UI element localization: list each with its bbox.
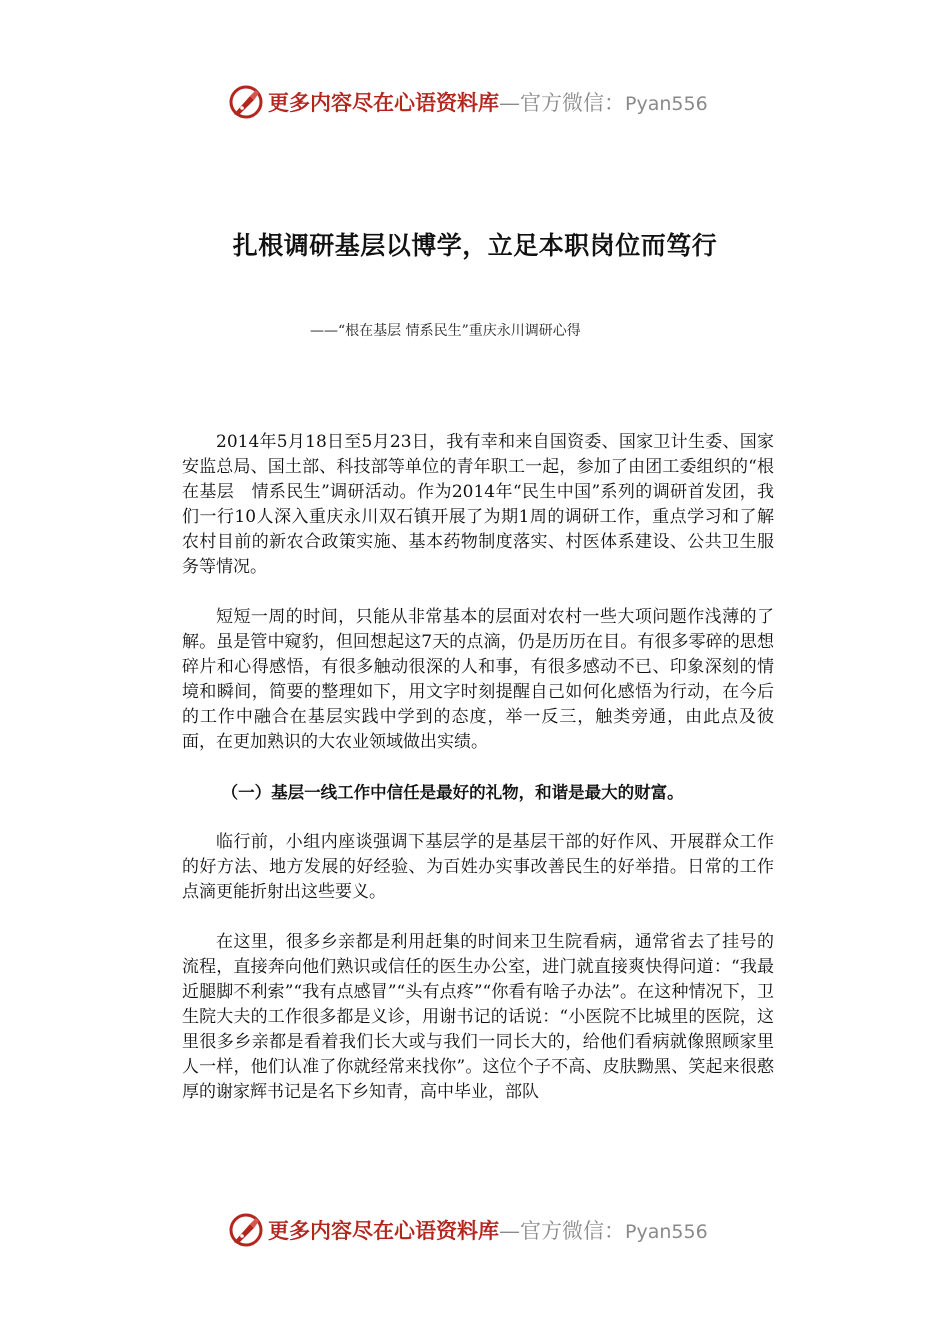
watermark-banner-bottom (228, 1210, 748, 1250)
body-paragraph: 临行前，小组内座谈强调下基层学的是基层干部的好作风、开展群众工作的好方法、地方发展的好经验、为百姓办实事改善民生的好举措。日常的工作点滴更能折射出这些要义。 (182, 832, 774, 902)
banner-text (268, 1215, 708, 1245)
banner-wechat-id: Pyan556 (625, 1221, 708, 1243)
body-paragraph: 在这里，很多乡亲都是利用赶集的时间来卫生院看病，通常省去了挂号的流程，直接奔向他们熟识或信任的医生办公室，进门就直接爽快得问道：“我最近腿脚不利索”“我有点感冒”“头有点疼”“你看有啥子办法”。在这种情况下，卫生院大夫的工作很多都是义诊，用谢书记的话说：“小医院不比城里的医院，这里很多乡亲都是看着我们长大或与我们一同长大的，给他们看病就像照顾家里人一样，他们认准了你就经常来找你”。这位个子不高、皮肤黝黑、笑起来很憨厚的谢家辉书记是名下乡知青，高中毕业，部队 (182, 932, 774, 1102)
pen-nib-logo-icon (228, 1212, 264, 1248)
banner-official-label: 官方微信： (520, 1219, 625, 1243)
body-paragraph: 2014年5月18日至5月23日，我有幸和来自国资委、国家卫计生委、国家安监总局、国土部、科技部等单位的青年职工一起，参加了由团工委组织的“根在基层 情系民生”调研活动。作为2014年“民生中国”系列的调研首发团，我们一行10人深入重庆永川双石镇开展了为期1周的调研工作，重点学习和了解农村目前的新农合政策实施、基本药物制度落实、村医体系建设、公共卫生服务等情况。 (182, 432, 774, 577)
pen-nib-logo-icon (228, 84, 264, 120)
banner-separator: — (499, 1219, 520, 1243)
banner-official-label: 官方微信： (520, 91, 625, 115)
banner-separator: — (499, 91, 520, 115)
banner-brand-text: 更多内容尽在心语资料库 (268, 1218, 499, 1243)
body-paragraph: 短短一周的时间，只能从非常基本的层面对农村一些大项问题作浅薄的了解。虽是管中窥豹，但回想起这7天的点滴，仍是历历在目。有很多零碎的思想碎片和心得感悟，有很多触动很深的人和事，有很多感动不已、印象深刻的情境和瞬间，简要的整理如下，用文字时刻提醒自己如何化感悟为行动，在今后的工作中融合在基层实践中学到的态度，举一反三，触类旁通，由此点及彼面，在更加熟识的大农业领域做出实绩。 (182, 607, 774, 752)
banner-text (268, 87, 708, 117)
section-heading: （一）基层一线工作中信任是最好的礼物，和谐是最大的财富。 (221, 783, 684, 802)
document-title: 扎根调研基层以博学，立足本职岗位而笃行 (232, 231, 718, 260)
document-body (182, 430, 774, 1130)
watermark-banner-top (228, 82, 748, 122)
banner-brand-text: 更多内容尽在心语资料库 (268, 90, 499, 115)
banner-wechat-id: Pyan556 (625, 93, 708, 115)
document-subtitle: ——“根在基层 情系民生”重庆永川调研心得 (310, 323, 581, 339)
